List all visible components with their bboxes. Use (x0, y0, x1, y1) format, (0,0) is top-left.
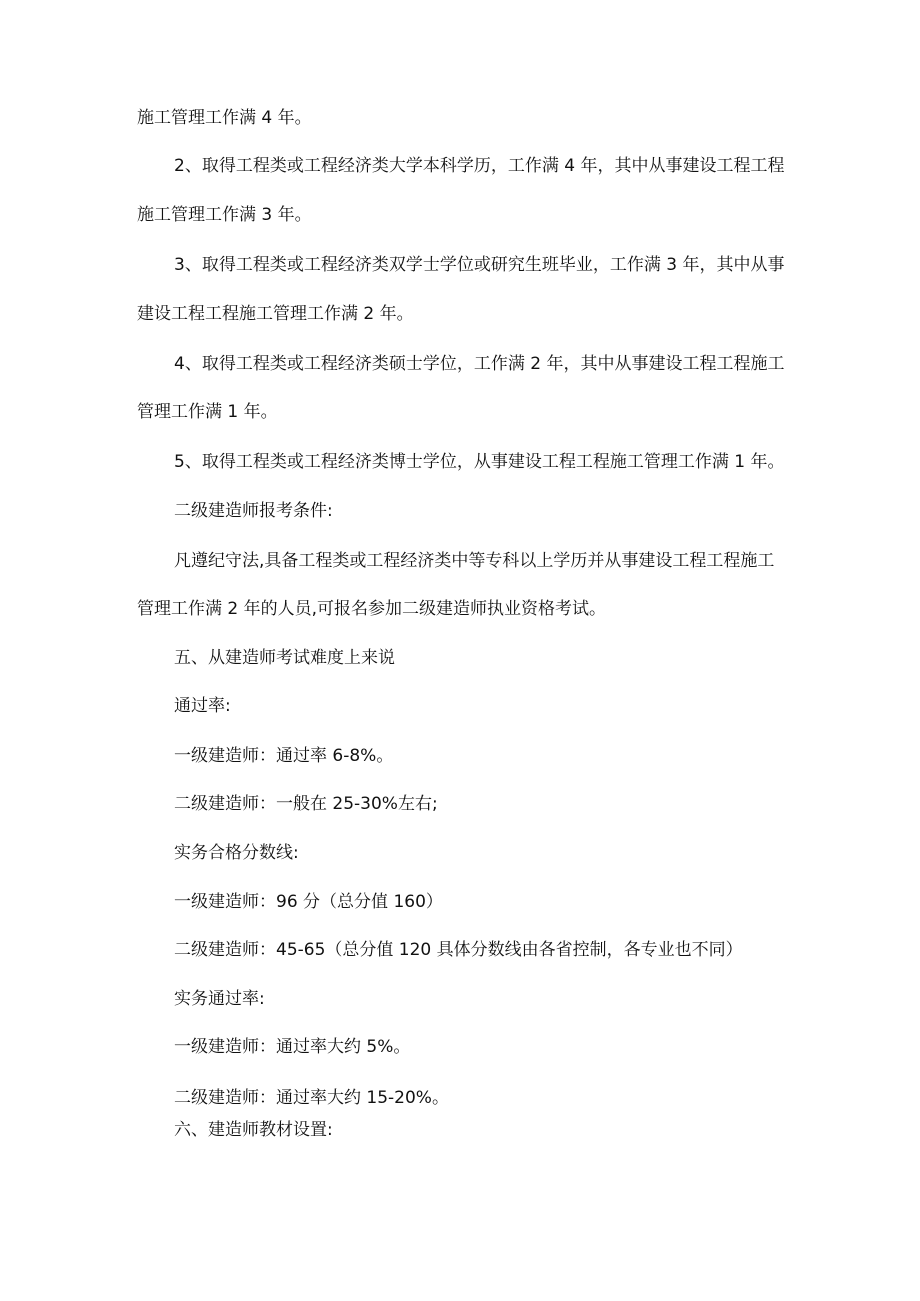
pass-rate-level2: 二级建造师：一般在 25-30%左右; (174, 794, 438, 814)
pass-rate-level1: 一级建造师：通过率 6-8%。 (174, 746, 394, 766)
paragraph-line-10: 凡遵纪守法,具备工程类或工程经济类中等专科以上学历并从事建设工程工程施工 (174, 551, 775, 571)
section-heading-requirements: 二级建造师报考条件: (174, 501, 333, 521)
paragraph-line-2: 2、取得工程类或工程经济类大学本科学历，工作满 4 年，其中从事建设工程工程 (174, 156, 785, 176)
paragraph-line-1: 施工管理工作满 4 年。 (137, 108, 312, 128)
section-heading-textbooks: 六、建造师教材设置: (174, 1120, 333, 1140)
paragraph-line-11: 管理工作满 2 年的人员,可报名参加二级建造师执业资格考试。 (137, 599, 607, 619)
paragraph-line-8: 5、取得工程类或工程经济类博士学位，从事建设工程工程施工管理工作满 1 年。 (174, 452, 785, 472)
paragraph-line-5: 建设工程工程施工管理工作满 2 年。 (137, 304, 414, 324)
paragraph-line-6: 4、取得工程类或工程经济类硕士学位，工作满 2 年，其中从事建设工程工程施工 (174, 354, 785, 374)
section-heading-difficulty: 五、从建造师考试难度上来说 (174, 648, 395, 668)
paragraph-line-7: 管理工作满 1 年。 (137, 402, 278, 422)
paragraph-line-3: 施工管理工作满 3 年。 (137, 205, 312, 225)
subheading-passing-score: 实务合格分数线: (174, 843, 299, 863)
passing-score-level2: 二级建造师：45-65（总分值 120 具体分数线由各省控制，各专业也不同） (174, 940, 743, 960)
practice-pass-rate-level2: 二级建造师：通过率大约 15-20%。 (174, 1088, 449, 1108)
subheading-practice-pass-rate: 实务通过率: (174, 989, 265, 1009)
paragraph-line-4: 3、取得工程类或工程经济类双学士学位或研究生班毕业，工作满 3 年，其中从事 (174, 255, 785, 275)
practice-pass-rate-level1: 一级建造师：通过率大约 5%。 (174, 1037, 411, 1057)
subheading-pass-rate: 通过率: (174, 696, 231, 716)
passing-score-level1: 一级建造师：96 分（总分值 160） (174, 892, 443, 912)
